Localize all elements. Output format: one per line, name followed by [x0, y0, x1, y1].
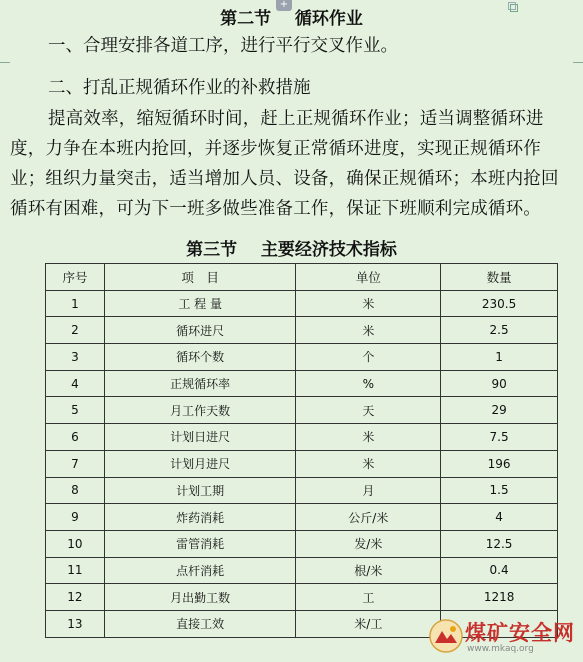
mine-logo-icon [429, 619, 463, 653]
cell-quantity: 7.5 [441, 424, 558, 451]
cell-item: 雷管消耗 [104, 530, 296, 557]
cell-item: 正规循环率 [104, 370, 296, 397]
cell-quantity: 12.5 [441, 530, 558, 557]
section2-title: 第二节 循环作业 [220, 9, 363, 29]
cell-index: 2 [46, 317, 105, 344]
header-item: 项 目 [104, 264, 296, 291]
table-row [46, 290, 558, 317]
cell-item: 月工作天数 [104, 397, 296, 424]
cell-index: 5 [46, 397, 105, 424]
cell-item: 工 程 量 [104, 290, 296, 317]
table-row [46, 557, 558, 584]
cell-quantity: 0.4 [441, 557, 558, 584]
table-row [46, 344, 558, 371]
cell-quantity: 1.5 [441, 477, 558, 504]
cell-quantity: 230.5 [441, 290, 558, 317]
table-row [46, 530, 558, 557]
cell-quantity: 90 [441, 370, 558, 397]
indicator-table [45, 263, 558, 638]
section2-paragraph: 提高效率，缩短循环时间，赶上正规循环作业；适当调整循环进度，力争在本班内抢回，并逐步恢复正常循环进度，实现正规循环作业；组织力量突击，适当增加人员、设备，确保正规循环；本班内抢回循环有困难，可为下一班多做些准备工作，保证下班顺利完成循环。 [10, 109, 559, 219]
table-row [46, 424, 558, 451]
cell-unit: 米/工 [296, 610, 441, 637]
cell-item: 计划日进尺 [104, 424, 296, 451]
cell-item: 循环进尺 [104, 317, 296, 344]
cell-index: 13 [46, 610, 105, 637]
cell-quantity: 4 [441, 504, 558, 531]
cell-item: 计划月进尺 [104, 450, 296, 477]
cell-index: 8 [46, 477, 105, 504]
cell-unit: 米 [296, 424, 441, 451]
section2-line1: 一、合理安排各道工序，进行平行交叉作业。 [48, 36, 398, 56]
cell-index: 10 [46, 530, 105, 557]
cell-unit: 米 [296, 317, 441, 344]
cell-unit: 米 [296, 290, 441, 317]
cell-unit: 工 [296, 584, 441, 611]
margin-mark-left [0, 62, 10, 71]
cell-quantity: 29 [441, 397, 558, 424]
cell-unit: 发/米 [296, 530, 441, 557]
cell-index: 4 [46, 370, 105, 397]
cell-index: 11 [46, 557, 105, 584]
cell-quantity: 1218 [441, 584, 558, 611]
cell-index: 9 [46, 504, 105, 531]
cell-unit: % [296, 370, 441, 397]
cell-unit: 米 [296, 450, 441, 477]
cell-index: 12 [46, 584, 105, 611]
table-row [46, 450, 558, 477]
section3-title: 第三节 主要经济技术指标 [186, 240, 397, 260]
watermark-url: www.mkaq.org [467, 644, 534, 654]
cell-item: 点杆消耗 [104, 557, 296, 584]
section2-line2: 二、打乱正规循环作业的补救措施 [48, 78, 311, 98]
watermark [429, 617, 577, 657]
cell-item: 炸药消耗 [104, 504, 296, 531]
cell-index: 1 [46, 290, 105, 317]
cell-unit: 根/米 [296, 557, 441, 584]
header-quantity: 数量 [441, 264, 558, 291]
cell-quantity: 196 [441, 450, 558, 477]
cell-unit: 月 [296, 477, 441, 504]
plus-icon[interactable]: + [276, 0, 292, 11]
cell-index: 6 [46, 424, 105, 451]
header-index: 序号 [46, 264, 105, 291]
header-unit: 单位 [296, 264, 441, 291]
cell-item: 循环个数 [104, 344, 296, 371]
margin-mark-right [573, 62, 583, 71]
cell-unit: 天 [296, 397, 441, 424]
cell-unit: 个 [296, 344, 441, 371]
cell-index: 3 [46, 344, 105, 371]
cell-unit: 公斤/米 [296, 504, 441, 531]
cell-quantity: 1 [441, 344, 558, 371]
table-header-row [46, 264, 558, 291]
table-row [46, 477, 558, 504]
watermark-text: 煤矿安全网 [465, 620, 575, 645]
table-row [46, 584, 558, 611]
cell-quantity: 2.5 [441, 317, 558, 344]
cell-index: 7 [46, 450, 105, 477]
cell-item: 月出勤工数 [104, 584, 296, 611]
table-row [46, 397, 558, 424]
table-row [46, 504, 558, 531]
cell-item: 计划工期 [104, 477, 296, 504]
table-body [46, 290, 558, 637]
cell-item: 直接工效 [104, 610, 296, 637]
table-row [46, 370, 558, 397]
table-row [46, 317, 558, 344]
